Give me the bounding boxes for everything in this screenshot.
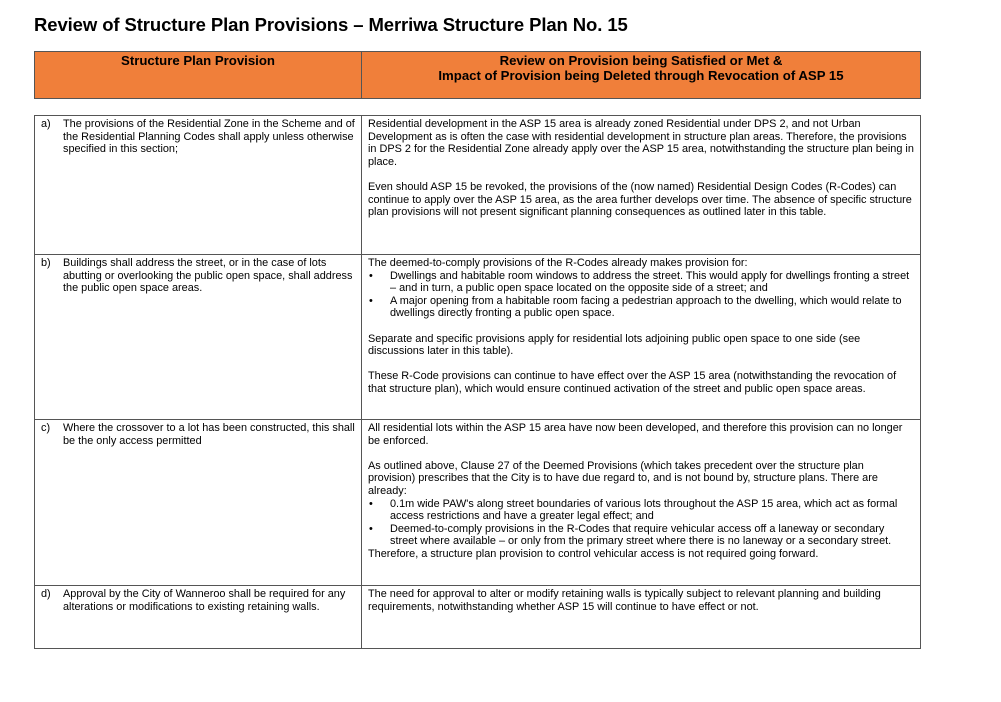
review-cell-b	[362, 255, 921, 420]
review-paragraph: Separate and specific provisions apply for residential lots adjoining public open space to one side (see discussions later in this table).	[368, 332, 861, 358]
page-title: Review of Structure Plan Provisions – Merriwa Structure Plan No. 15	[34, 14, 628, 35]
table-row	[35, 586, 921, 649]
bullet-icon: •	[369, 497, 373, 510]
header-col1-label: Structure Plan Provision	[121, 53, 275, 68]
header-review	[362, 52, 921, 99]
review-intro: The deemed-to-comply provisions of the R-Codes already makes provision for:	[368, 257, 748, 269]
list-item	[368, 498, 914, 523]
table-row	[35, 420, 921, 586]
provision-text: The provisions of the Residential Zone in the Scheme and of the Residential Planning Codes shall apply unless otherwise specified in this section;	[63, 118, 355, 156]
review-paragraph: As outlined above, Clause 27 of the Deemed Provisions (which takes precedent over the structure plan provision) prescribes that the City is to have due regard to, and is not bound by, structure plans. There are already:	[368, 459, 878, 497]
list-item	[368, 523, 914, 548]
review-cell-a	[362, 116, 921, 255]
list-item	[368, 295, 914, 320]
bullet-icon: •	[369, 522, 373, 535]
list-item	[368, 270, 914, 295]
bullet-text: 0.1m wide PAW's along street boundaries of various lots throughout the ASP 15 area, which act as formal access restrictions and have a greater legal effect; and	[390, 497, 898, 523]
bullet-text: A major opening from a habitable room facing a pedestrian approach to the dwelling, which would relate to dwellings directly fronting a public open space.	[390, 294, 902, 320]
table-row	[35, 255, 921, 420]
review-paragraph: Residential development in the ASP 15 area is already zoned Residential under DPS 2, and not Urban Development as is often the case with residential development in structure plan areas. Therefore, the provisions in DPS 2 for the Residential Zone already apply over the ASP 15 area, notwithstanding the structure plan being in place.	[368, 118, 914, 168]
row-letter: c)	[41, 422, 51, 434]
bullet-icon: •	[369, 294, 373, 307]
row-letter: d)	[41, 588, 51, 600]
bullet-icon: •	[369, 269, 373, 282]
row-letter: a)	[41, 118, 51, 130]
table-header	[34, 51, 921, 99]
header-structure-plan-provision	[35, 52, 362, 99]
provision-text: Approval by the City of Wanneroo shall be required for any alterations or modifications to existing retaining walls.	[63, 588, 346, 613]
provision-text: Where the crossover to a lot has been constructed, this shall be the only access permitted	[63, 422, 355, 447]
provision-cell-d	[35, 586, 362, 649]
review-paragraph: All residential lots within the ASP 15 area have now been developed, and therefore this provision can no longer be enforced.	[368, 422, 903, 447]
header-col2-line1: Review on Provision being Satisfied or Met &	[499, 53, 783, 68]
bullet-list	[368, 270, 914, 320]
provision-cell-c	[35, 420, 362, 586]
bullet-text: Dwellings and habitable room windows to address the street. This would apply for dwellings fronting a street – and in turn, a public open space located on the opposite side of a street; and	[390, 269, 910, 295]
provision-cell-b	[35, 255, 362, 420]
bullet-list	[368, 498, 914, 548]
review-paragraph: The need for approval to alter or modify retaining walls is typically subject to relevant planning and building requirements, notwithstanding whether ASP 15 will continue to have effect or not.	[368, 588, 881, 613]
provision-cell-a	[35, 116, 362, 255]
header-col2-line2: Impact of Provision being Deleted through Revocation of ASP 15	[438, 68, 844, 83]
table-row	[35, 116, 921, 255]
review-cell-d	[362, 586, 921, 649]
review-paragraph: Even should ASP 15 be revoked, the provisions of the (now named) Residential Design Codes (R-Codes) can continue to apply over the ASP 15 area, as the area further develops over time. The absence of specific structure plan provisions will not present significant planning consequences as outlined later in this table.	[368, 180, 912, 219]
provision-text: Buildings shall address the street, or in the case of lots abutting or overlooking the public open space, shall address the public open space areas.	[63, 257, 353, 295]
bullet-text: Deemed-to-comply provisions in the R-Codes that require vehicular access off a laneway or secondary street where available – or only from the primary street where there is no laneway or a secondary street.	[390, 522, 892, 548]
row-letter: b)	[41, 257, 51, 269]
review-cell-c	[362, 420, 921, 586]
review-paragraph: Therefore, a structure plan provision to control vehicular access is not required going forward.	[368, 547, 819, 560]
provisions-table	[34, 115, 921, 649]
review-paragraph: These R-Code provisions can continue to have effect over the ASP 15 area (notwithstanding the revocation of that structure plan), which would ensure continued activation of the street and public open space areas.	[368, 370, 897, 395]
